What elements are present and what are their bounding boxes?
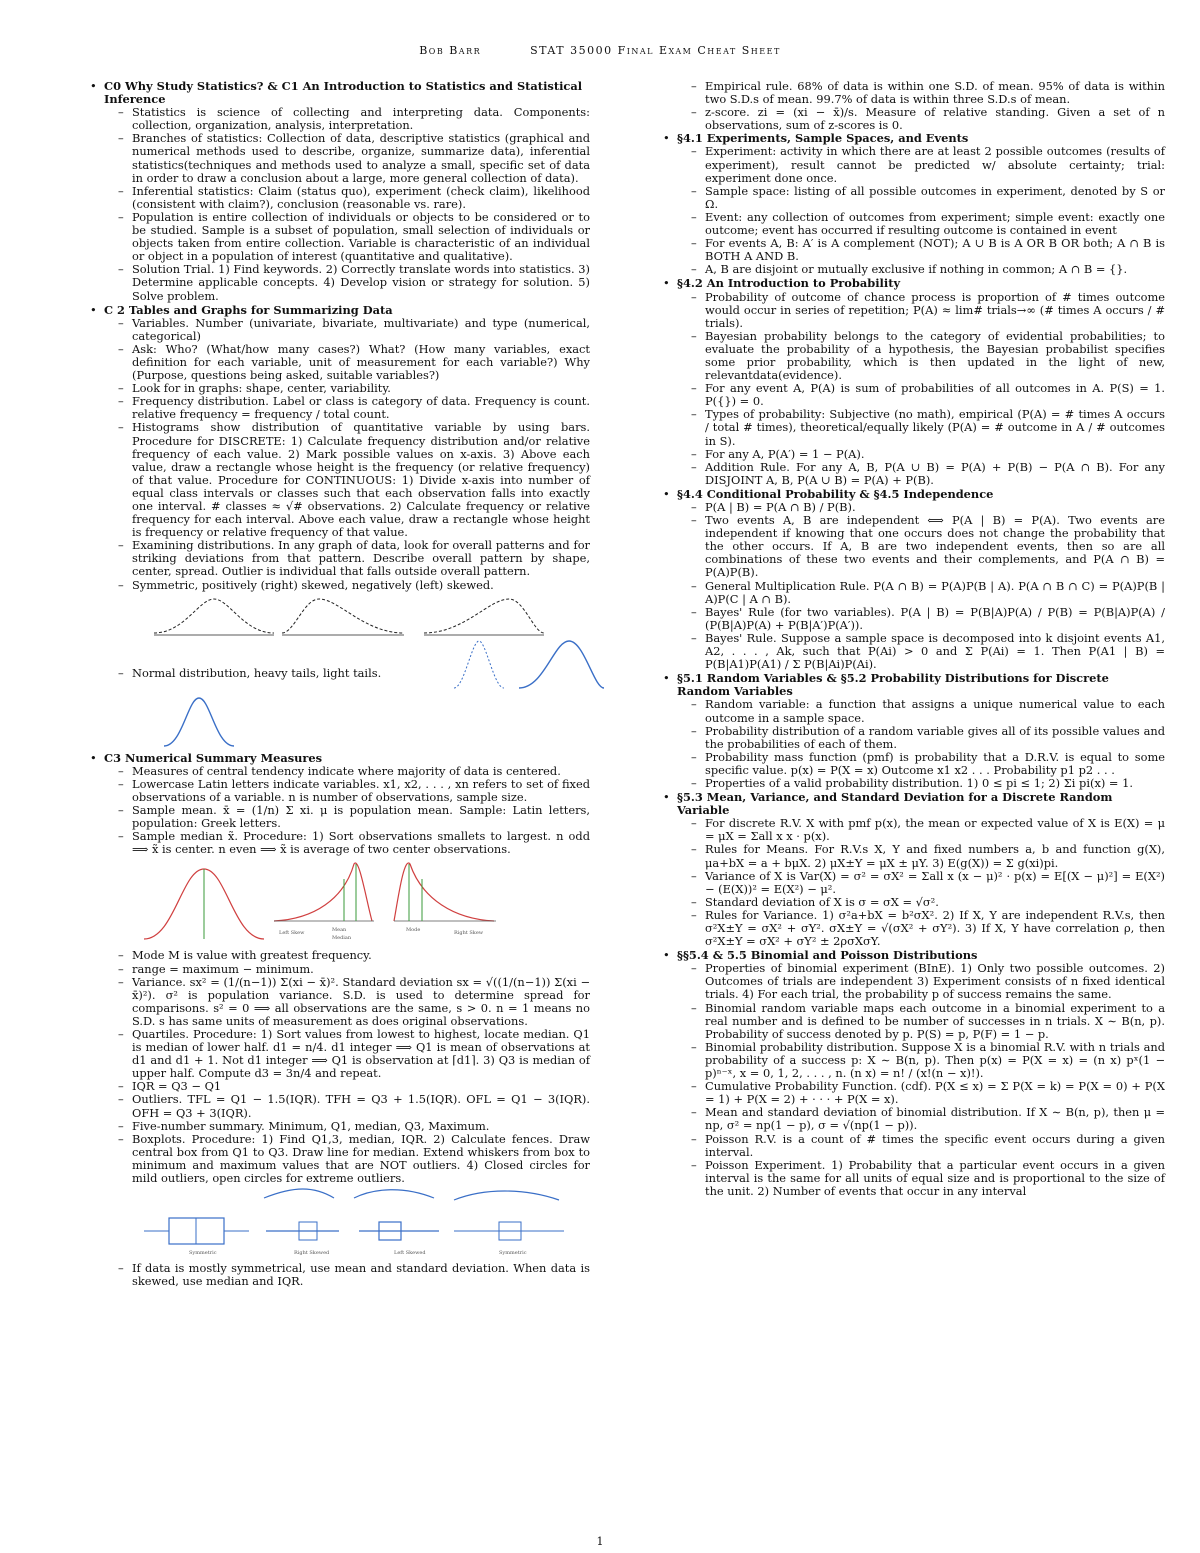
- list-item: – Empirical rule. 68% of data is within one S.D. of mean. 95% of data is within two S.D.s of mean. 99.7% of data is within three S.D.s of mean.: [677, 80, 1165, 106]
- section-title: • §5.1 Random Variables & §5.2 Probability Distributions for Discrete Random Variables: [677, 671, 1109, 699]
- list-item: – Sample space: listing of all possible outcomes in experiment, denoted by S or Ω.: [677, 185, 1165, 211]
- section-5-1: [663, 672, 1165, 790]
- list-item: – Probability of outcome of chance process is proportion of # times outcome would occur in series of repetition; P(A) ≈ lim# trials→∞ (# times A occurs / # trials).: [677, 291, 1165, 330]
- list-item: – Random variable: a function that assigns a unique numerical value to each outcome in a sample space.: [677, 698, 1165, 724]
- section-c0-c1: [90, 80, 590, 303]
- list-item: – For discrete R.V. X with pmf p(x), the mean or expected value of X is E(X) = μ = μX = Σall x x · p(x).: [677, 817, 1165, 843]
- list-item: – Variance of X is Var(X) = σ² = σX² = Σall x (x − μ)² · p(x) = E[(X − μ)²] = E(X²) − (E(X))² = E(X²) − μ².: [677, 870, 1165, 896]
- figure-label: Mode: [406, 927, 421, 934]
- list-item: – Outliers. TFL = Q1 − 1.5(IQR). TFH = Q3 + 1.5(IQR). OFL = Q1 − 3(IQR). OFH = Q3 + 3(IQR).: [104, 1093, 590, 1119]
- section-4-4: [663, 488, 1165, 671]
- list-item: – Symmetric, positively (right) skewed, negatively (left) skewed.: [104, 579, 590, 592]
- right-column: [663, 80, 1165, 1199]
- narrow-normal-figure: [104, 696, 594, 748]
- figure-label: Mean: [332, 927, 347, 934]
- list-item: – Rules for Means. For R.V.s X, Y and fixed numbers a, b and function g(X), μa+bX = a + bμX. 2) μX±Y = μX ± μY. 3) E(g(X)) = Σ g(xi)pi.: [677, 843, 1165, 869]
- list-item: – Bayes' Rule (for two variables). P(A | B) = P(B|A)P(A) / P(B) = P(B|A)P(A) / (P(B|A)P(A) + P(B|A′)P(A′)).: [677, 606, 1165, 632]
- list-item: – Five-number summary. Minimum, Q1, median, Q3, Maximum.: [104, 1120, 590, 1133]
- list-item: – A, B are disjoint or mutually exclusive if nothing in common; A ∩ B = {}.: [677, 263, 1165, 276]
- density-curve: [354, 1190, 434, 1198]
- normal-curve: [519, 641, 604, 688]
- list-item: – Two events A, B are independent ⟺ P(A | B) = P(A). Two events are independent if knowing that one occurs does not change the probability that the other occurs. If A, B are two independent events, then so are all combinations of these two events and their complements, and P(A ∩ B) = P(A)P(B).: [677, 514, 1165, 579]
- list-item: – Sample mean. x̄ = (1/n) Σ xi. μ is population mean. Sample: Latin letters, population: Greek letters.: [104, 804, 590, 830]
- list-item: – Addition Rule. For any A, B, P(A ∪ B) = P(A) + P(B) − P(A ∩ B). For any DISJOINT A, B, P(A ∪ B) = P(A) + P(B).: [677, 461, 1165, 487]
- list-item: – Lowercase Latin letters indicate variables. x1, x2, . . . , xn refers to set of fixed observations of a variable. n is number of observations, sample size.: [104, 778, 590, 804]
- left-skew-curve: [424, 599, 544, 633]
- list-item: – Histograms show distribution of quantitative variable by using bars. Procedure for DISCRETE: 1) Calculate frequency distribution and/or relative frequency of each value. 2) Mark possible values on x-axis. 3) Above each value, draw a rectangle whose height is the frequency (or relative frequency) of that value. Procedure for CONTINUOUS: 1) Divide x-axis into number of equal class intervals or classes such that each observation falls into exactly one interval. # classes ≈ √# observations. 2) Calculate frequency or relative frequency for each interval. Above each value, draw a rectangle whose height is frequency or relative frequency of that value.: [104, 421, 590, 539]
- list-item: – Ask: Who? (What/how many cases?) What? (How many variables, exact definition for each variable, unit of measurement for each variable?) Why (Purpose, questions being asked, suitable variables?): [104, 343, 590, 382]
- figure-label: Symmetric: [499, 1250, 527, 1257]
- list-item: – For events A, B: A′ is A complement (NOT); A ∪ B is A OR B OR both; A ∩ B is BOTH A AND B.: [677, 237, 1165, 263]
- list-item: – Boxplots. Procedure: 1) Find Q1,3, median, IQR. 2) Calculate fences. Draw central box from Q1 to Q3. Draw line for median. Extend whiskers from box to minimum and maximum values that are NOT outliers. 4) Closed circles for mild outliers, open circles for extreme outliers.: [104, 1133, 590, 1185]
- list-item: – For any A, P(A′) = 1 − P(A).: [677, 448, 1165, 461]
- list-item: – Event: any collection of outcomes from experiment; simple event: exactly one outcome; event has occurred if resulting outcome is contained in event: [677, 211, 1165, 237]
- density-curve: [264, 1189, 334, 1198]
- list-item: – Examining distributions. In any graph of data, look for overall patterns and for striking deviations from that pattern. Describe overall pattern by shape, center, spread. Outlier is individual that falls outside overall pattern.: [104, 539, 590, 578]
- density-curve: [454, 1191, 559, 1200]
- list-item: – General Multiplication Rule. P(A ∩ B) = P(A)P(B | A). P(A ∩ B ∩ C) = P(A)P(B | A)P(C | A ∩ B).: [677, 580, 1165, 606]
- figure-label: Symmetric: [189, 1250, 217, 1257]
- list-item: – Quartiles. Procedure: 1) Sort values from lowest to highest, locate median. Q1 is median of lower half. d1 = n/4. d1 integer ⟹ Q1 is mean of observations at d1 and d1 + 1. Not d1 integer ⟹ Q1 is observation at ⌈d1⌉. 3) Q3 is median of upper half. Compute d3 = 3n/4 and repeat.: [104, 1028, 590, 1080]
- page-header: [0, 44, 1200, 57]
- list-item: – Types of probability: Subjective (no math), empirical (P(A) = # times A occurs / total # times), theoretical/equally likely (P(A) = # outcome in A / # outcomes in S).: [677, 408, 1165, 447]
- list-item: – range = maximum − minimum.: [104, 963, 590, 976]
- list-item: – Inferential statistics: Claim (status quo), experiment (check claim), likelihood (consistent with claim?), conclusion (reasonable vs. rare).: [104, 185, 590, 211]
- section-title: • C0 Why Study Statistics? & C1 An Introduction to Statistics and Statistical Inference: [104, 79, 583, 107]
- document-title: STAT 35000 Final Exam Cheat Sheet: [530, 44, 781, 57]
- figure-label: Right Skew: [454, 930, 484, 937]
- list-item: – Measures of central tendency indicate where majority of data is centered.: [104, 765, 590, 778]
- list-item: – Poisson Experiment. 1) Probability that a particular event occurs in a given interval is the same for all units of equal size and is proportional to the size of the unit. 2) Number of events that occur in any interval: [677, 1159, 1165, 1198]
- section-5-3: [663, 791, 1165, 948]
- list-item: – Cumulative Probability Function. (cdf). P(X ≤ x) = Σ P(X = k) = P(X = 0) + P(X = 1) + P(X = 2) + · · · + P(X = x).: [677, 1080, 1165, 1106]
- page-number: 1: [596, 1535, 604, 1548]
- list-item: – Poisson R.V. is a count of # times the specific event occurs during a given interval.: [677, 1133, 1165, 1159]
- list-item: – Binomial probability distribution. Suppose X is a binomial R.V. with n trials and probability of a success p: X ∼ B(n, p). Then p(x) = P(X = x) = (n x) pˣ(1 − p)ⁿ⁻ˣ, x = 0, 1, 2, . . . , n. (n x) = n! / (x!(n − x)!).: [677, 1041, 1165, 1080]
- list-item: – Mode M is value with greatest frequency.: [104, 949, 590, 962]
- section-4-2: [663, 277, 1165, 487]
- list-item: – Variables. Number (univariate, bivariate, multivariate) and type (numerical, categorical): [104, 317, 590, 343]
- list-item: – Look for in graphs: shape, center, variability.: [104, 382, 590, 395]
- list-item: – For any event A, P(A) is sum of probabilities of all outcomes in A. P(S) = 1. P({}) = 0.: [677, 382, 1165, 408]
- light-tail-curve: [164, 698, 234, 746]
- section-5-4: [663, 949, 1165, 1198]
- figure-label: Right Skewed: [294, 1250, 330, 1257]
- list-item: – Standard deviation of X is σ = σX = √σ².: [677, 896, 1165, 909]
- section-title: • C 2 Tables and Graphs for Summarizing Data: [104, 302, 393, 317]
- section-title: • C3 Numerical Summary Measures: [104, 750, 323, 765]
- list-item: – Statistics is science of collecting and interpreting data. Components: collection, organization, analysis, interpretation.: [104, 106, 590, 132]
- list-item: – Experiment: activity in which there are at least 2 possible outcomes (results of experiment), result cannot be predicted w/ absolute certainty; trial: experiment done once.: [677, 145, 1165, 184]
- list-item: – Bayes' Rule. Suppose a sample space is decomposed into k disjoint events A1, A2, . . . , Ak, such that P(Ai) > 0 and Σ P(Ai) = 1. Then P(A1 | B) = P(B|A1)P(A1) / Σ P(B|Ai)P(Ai).: [677, 632, 1165, 671]
- section-continuation: [663, 80, 1165, 132]
- section-4-1: [663, 132, 1165, 276]
- list-item: – IQR = Q3 − Q1: [104, 1080, 590, 1093]
- section-c2: [90, 304, 590, 748]
- list-item: – Solution Trial. 1) Find keywords. 2) Correctly translate words into statistics. 3) Determine applicable concepts. 4) Develop vision or strategy for solution. 5) Solve problem.: [104, 263, 590, 302]
- list-item: – Normal distribution, heavy tails, light tails.: [104, 667, 434, 680]
- list-item: – Sample median x̃. Procedure: 1) Sort observations smallets to largest. n odd ⟹ x̃ is center. n even ⟹ x̃ is average of two center observations.: [104, 830, 590, 856]
- list-item: – z-score. zi = (xi − x̄)/s. Measure of relative standing. Given a set of n observations, sum of z-scores is 0.: [677, 106, 1165, 132]
- list-item: – Rules for Variance. 1) σ²a+bX = b²σX². 2) If X, Y are independent R.V.s, then σ²X±Y = σX² + σY². σX±Y = √(σX² + σY²). 3) If X, Y have correlation ρ, then σ²X±Y = σX² + σY² ± 2ρσXσY.: [677, 909, 1165, 948]
- list-item: – Binomial random variable maps each outcome in a binomial experiment to a real number and is defined to be number of successes in n trials. X ∼ B(n, p). Probability of success denoted by p. P(S) = p, P(F) = 1 − p.: [677, 1002, 1165, 1041]
- list-item: – Bayesian probability belongs to the category of evidential probabilities; to evaluate the probability of a hypothesis, the Bayesian probabilist specifies some prior probability, which is then updated in the light of new, relevantdata(evidence).: [677, 330, 1165, 382]
- left-skew-red-curve: [274, 863, 372, 921]
- list-item: – Branches of statistics: Collection of data, descriptive statistics (graphical and numerical methods used to describe, organize, summarize data), inferential statistics(techniques and methods used to analyze a small, specific set of data in order to draw a conclusion about a large, more general collection of data).: [104, 132, 590, 184]
- section-title: • §4.1 Experiments, Sample Spaces, and Events: [677, 131, 969, 146]
- left-column: [90, 80, 590, 1289]
- list-item: – P(A | B) = P(A ∩ B) / P(B).: [677, 501, 1165, 514]
- list-item: – Probability mass function (pmf) is probability that a D.R.V. is equal to some specific value. p(x) = P(X = x) Outcome x1 x2 . . . Probability p1 p2 . . .: [677, 751, 1165, 777]
- list-item: – Probability distribution of a random variable gives all of its possible values and the probabilities of each of them.: [677, 725, 1165, 751]
- section-title: • §4.2 An Introduction to Probability: [677, 276, 901, 291]
- right-skew-curve: [282, 599, 404, 633]
- section-c3: [90, 752, 590, 1289]
- figure-label: Left Skewed: [394, 1250, 426, 1257]
- section-title: • §5.3 Mean, Variance, and Standard Deviation for a Discrete Random Variable: [677, 790, 1113, 818]
- figure-label: Left Skew: [279, 930, 305, 937]
- symmetric-curve: [154, 599, 274, 633]
- author-name: Bob Barr: [419, 44, 482, 57]
- list-item: – Properties of a valid probability distribution. 1) 0 ≤ pi ≤ 1; 2) Σi pi(x) = 1.: [677, 777, 1165, 790]
- section-title: • §4.4 Conditional Probability & §4.5 Independence: [677, 486, 994, 501]
- list-item: – Frequency distribution. Label or class is category of data. Frequency is count. relative frequency = frequency / total count.: [104, 395, 590, 421]
- list-item: – If data is mostly symmetrical, use mean and standard deviation. When data is skewed, use median and IQR.: [104, 1262, 590, 1288]
- mean-median-mode-figure: [104, 859, 594, 945]
- list-item: – Properties of binomial experiment (BInE). 1) Only two possible outcomes. 2) Outcomes of trials are independent 3) Experiment consists of n fixed identical trials. 4) For each trial, the probability p of success remains the same.: [677, 962, 1165, 1001]
- normal-tails-figure: [434, 633, 604, 693]
- heavy-tail-curve: [454, 641, 504, 688]
- list-item: – Variance. sx² = (1/(n−1)) Σ(xi − x̄)². Standard deviation sx = √((1/(n−1)) Σ(xi − x̄)²). σ² is population variance. S.D. is used to determine spread for comparisons. s² = 0 ⟹ all observations are the same, s > 0. n = 1 means no S.D. s has same units of measurement as does original observations.: [104, 976, 590, 1028]
- list-item: – Mean and standard deviation of binomial distribution. If X ∼ B(n, p), then μ = np, σ² = np(1 − p), σ = √(np(1 − p)).: [677, 1106, 1165, 1132]
- section-title: • §§5.4 & 5.5 Binomial and Poisson Distributions: [677, 948, 978, 963]
- list-item: – Population is entire collection of individuals or objects to be considered or to be studied. Sample is a subset of population, small selection of individuals or objects taken from entire collection. Variable is characteristic of an individual or object in a population of interest (quantitative and qualitative).: [104, 211, 590, 263]
- figure-label: Median: [332, 935, 352, 942]
- boxplot-figure: [104, 1188, 594, 1258]
